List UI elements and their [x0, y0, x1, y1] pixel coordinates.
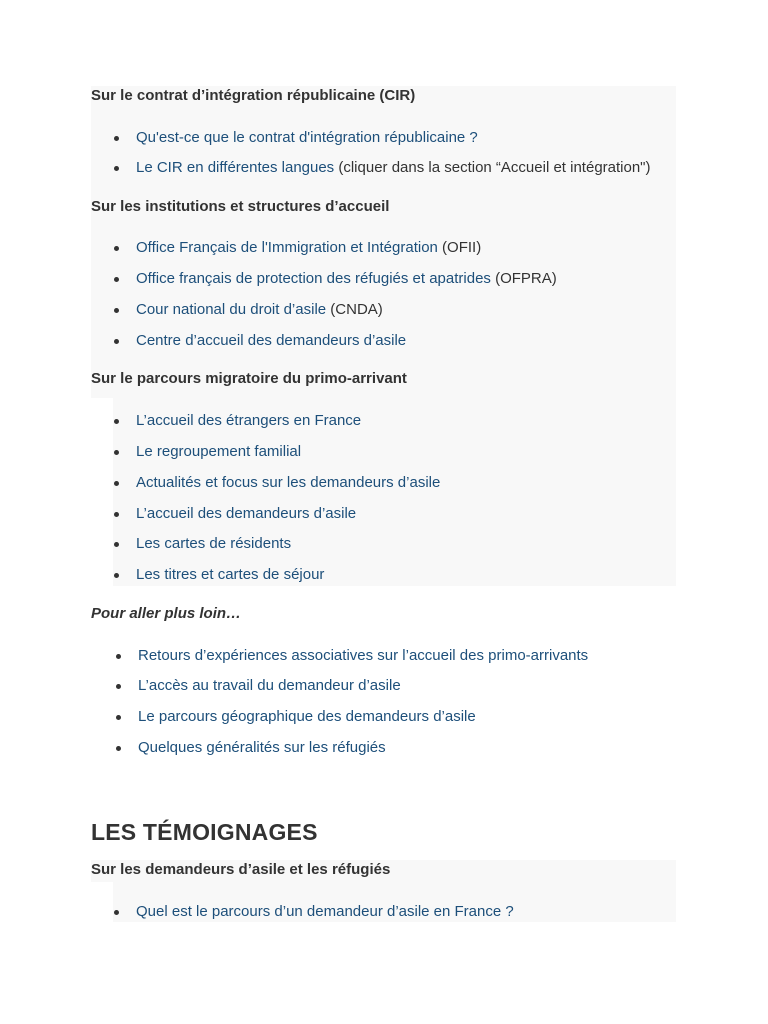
- section-title-parcours: Sur le parcours migratoire du primo-arrivant: [91, 370, 407, 387]
- link-ofpra[interactable]: Office français de protection des réfugiés et apatrides: [136, 270, 491, 287]
- section-title-institutions: Sur les institutions et structures d’accueil: [91, 198, 390, 215]
- bullet-icon: [116, 746, 121, 751]
- link-regroupement-familial[interactable]: Le regroupement familial: [136, 443, 302, 460]
- link-acces-travail[interactable]: L’accès au travail du demandeur d’asile: [138, 677, 401, 694]
- bullet-icon: [114, 419, 119, 424]
- bullet-icon: [114, 308, 119, 313]
- bullet-icon: [114, 277, 119, 282]
- section-title-plus-loin: Pour aller plus loin…: [91, 605, 242, 622]
- bullet-icon: [114, 910, 119, 915]
- heading-temoignages: LES TÉMOIGNAGES: [91, 819, 318, 845]
- link-retours-experiences[interactable]: Retours d’expériences associatives sur l’accueil des primo-arrivants: [138, 647, 589, 664]
- link-titres-sejour[interactable]: Les titres et cartes de séjour: [136, 566, 325, 583]
- link-cnda[interactable]: Cour national du droit d’asile: [136, 301, 327, 318]
- item-suffix: (OFPRA): [490, 270, 557, 287]
- bullet-icon: [114, 339, 119, 344]
- bullet-icon: [116, 684, 121, 689]
- link-cada[interactable]: Centre d’accueil des demandeurs d’asile: [136, 332, 407, 349]
- link-parcours-geographique[interactable]: Le parcours géographique des demandeurs d’asile: [138, 708, 476, 725]
- item-suffix: (cliquer dans la section “Accueil et intégration"): [334, 159, 651, 176]
- section-title-temoignages: Sur les demandeurs d’asile et les réfugiés: [91, 861, 391, 878]
- bullet-icon: [114, 246, 119, 251]
- link-accueil-etrangers[interactable]: L’accueil des étrangers en France: [136, 412, 362, 429]
- bullet-icon: [114, 573, 119, 578]
- link-ofii[interactable]: Office Français de l'Immigration et Intégration: [136, 239, 438, 256]
- item-suffix: (CNDA): [326, 301, 383, 318]
- link-cir-definition[interactable]: Qu'est-ce que le contrat d'intégration républicaine ?: [136, 129, 478, 146]
- bullet-icon: [114, 136, 119, 141]
- link-cir-langues[interactable]: Le CIR en différentes langues: [136, 159, 335, 176]
- link-actualites-asile[interactable]: Actualités et focus sur les demandeurs d’asile: [136, 474, 441, 491]
- link-accueil-demandeurs[interactable]: L’accueil des demandeurs d’asile: [136, 505, 357, 522]
- bullet-icon: [114, 512, 119, 517]
- bullet-icon: [114, 542, 119, 547]
- bullet-icon: [114, 481, 119, 486]
- bullet-icon: [114, 166, 119, 171]
- bullet-icon: [116, 715, 121, 720]
- bullet-icon: [114, 450, 119, 455]
- link-parcours-demandeur[interactable]: Quel est le parcours d’un demandeur d’asile en France ?: [136, 903, 514, 920]
- section-title-cir: Sur le contrat d’intégration républicaine (CIR): [91, 87, 416, 104]
- bullet-icon: [116, 654, 121, 659]
- item-suffix: (OFII): [437, 239, 482, 256]
- link-cartes-residents[interactable]: Les cartes de résidents: [136, 535, 292, 552]
- link-generalites-refugies[interactable]: Quelques généralités sur les réfugiés: [138, 739, 386, 756]
